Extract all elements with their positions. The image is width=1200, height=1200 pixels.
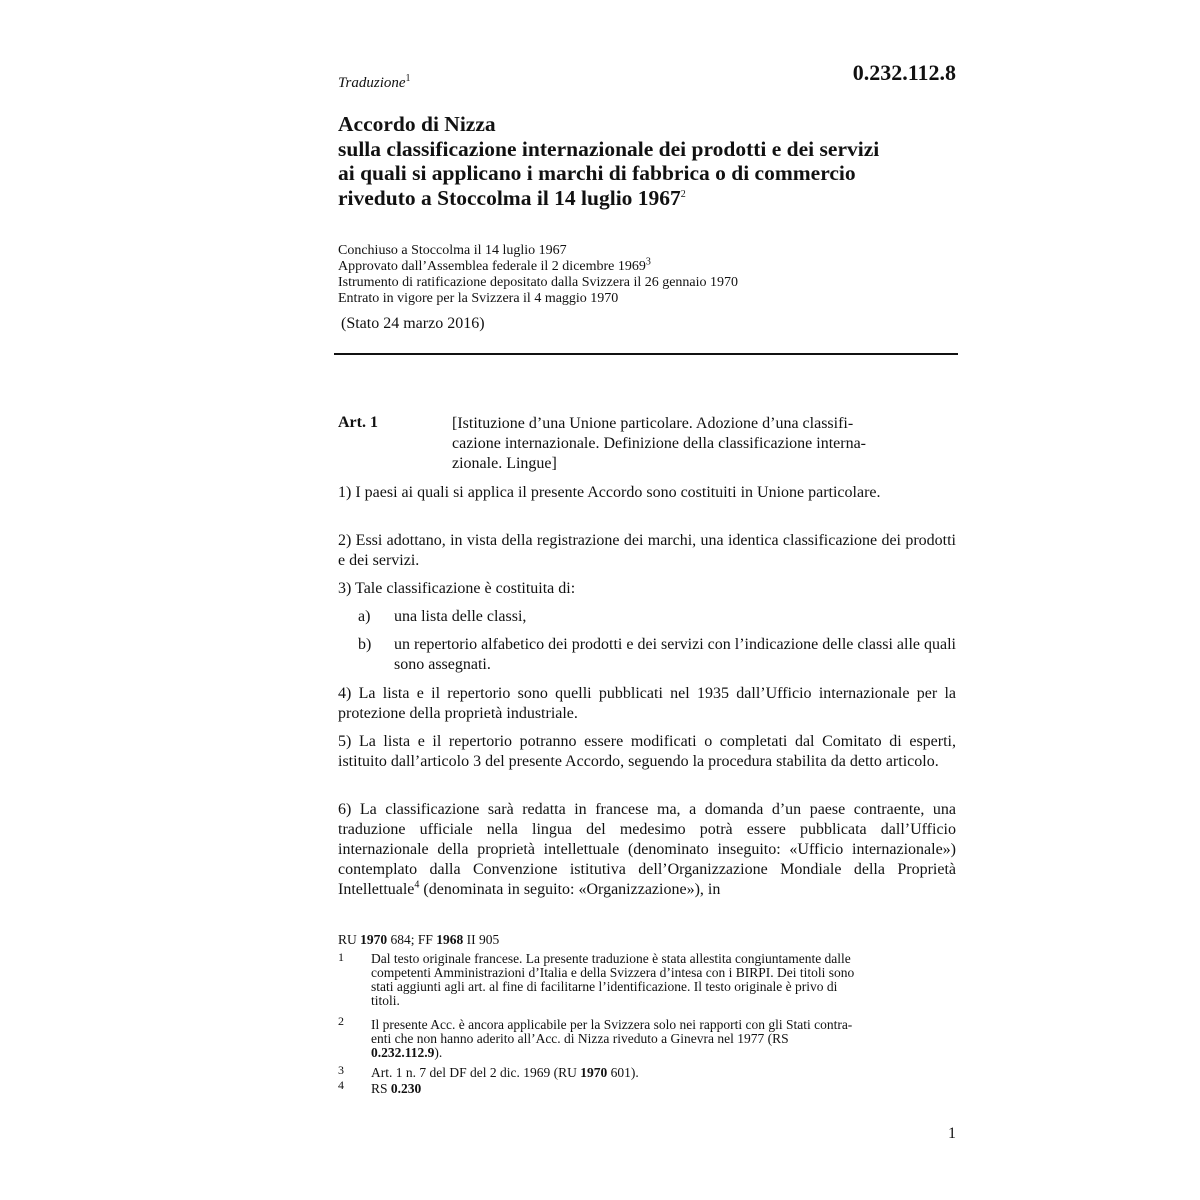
footnote-2-line: enti che non hanno aderito all’Acc. di Nizza riveduto a Ginevra nel 1977 (RS <box>371 1031 789 1046</box>
footnote-4-line <box>371 1082 953 1096</box>
footnote-1-line: Dal testo originale francese. La presente traduzione è stata allestita congiuntamente dalle <box>371 951 851 966</box>
meta-entry-into-force: Entrato in vigore per la Svizzera il 4 maggio 1970 <box>338 291 619 306</box>
paragraph-4: 4) La lista e il repertorio sono quelli pubblicati nel 1935 dall’Ufficio internazionale per la protezione della proprietà industriale. <box>338 685 956 722</box>
footnote-ref-3[interactable]: 3 <box>645 256 651 268</box>
footnote-2-line-end: ). <box>434 1045 443 1060</box>
footnote-ref-4[interactable]: 4 <box>414 879 420 891</box>
footnote-4-sr-link[interactable]: 0.230 <box>390 1081 422 1096</box>
footnote-1-line: titoli. <box>371 993 400 1008</box>
source-ff-page: II 905 <box>463 932 500 947</box>
paragraph-6-text: 6) La classificazione sarà redatta in francese ma, a domanda d’un paese contraente, una traduzione ufficiale nella lingua del medesimo potrà essere pubblicata dall’Ufficio internazionale della proprietà intellettuale (denominato inseguito: «Ufficio internazionale») contemplato dalla Convenzione istitutiva dell’Organizzazione Mondiale della Proprietà Intellettuale <box>338 801 956 898</box>
document-metadata <box>338 243 958 307</box>
list-item-a-letter: a) <box>358 608 371 625</box>
footnote-1-number: 1 <box>338 950 344 964</box>
paragraph-3: 3) Tale classificazione è costituita di: <box>338 580 576 597</box>
footnote-2-text <box>371 1018 953 1060</box>
header-divider <box>334 353 958 355</box>
meta-approved-text: Approvato dall’Assemblea federale il 2 dicembre 1969 <box>338 259 646 274</box>
footnote-ref-2[interactable]: 2 <box>680 188 686 200</box>
footnote-4-number: 4 <box>338 1078 344 1092</box>
source-ru-page: 684; FF <box>387 932 437 947</box>
footnote-2-number: 2 <box>338 1014 344 1028</box>
title-line-4-text: riveduto a Stoccolma il 14 luglio 1967 <box>338 185 681 210</box>
footnote-2-sr-link[interactable]: 0.232.112.9 <box>371 1045 435 1060</box>
footnote-4-pre: RS <box>371 1081 391 1096</box>
meta-approved <box>338 256 958 275</box>
title-line-4 <box>338 186 978 211</box>
source-ff-year: 1968 <box>436 932 464 947</box>
paragraph-1: 1) I paesi ai quali si applica il presente Accordo sono costituiti in Unione particolare. <box>338 484 881 501</box>
footnote-3-post: 601). <box>607 1065 639 1080</box>
footnote-1-text <box>371 952 953 1008</box>
article-title <box>452 414 932 474</box>
source-reference <box>338 932 499 948</box>
footnote-3-pre: Art. 1 n. 7 del DF del 2 dic. 1969 (RU <box>371 1065 581 1080</box>
paragraph-2: 2) Essi adottano, in vista della registrazione dei marchi, una identica classificazione dei prodotti e dei servizi. <box>338 532 956 569</box>
page-number: 1 <box>948 1125 956 1142</box>
paragraph-5: 5) La lista e il repertorio potranno essere modificati o completati dal Comitato di esperti, istituito dall’articolo 3 del presente Accordo, seguendo la procedura stabilita da detto articolo. <box>338 733 956 770</box>
footnote-2-line: Il presente Acc. è ancora applicabile per la Svizzera solo nei rapporti con gli Stati contra- <box>371 1017 853 1032</box>
paragraph-6-text-cont: (denominata in seguito: «Organizzazione»), in <box>419 881 721 898</box>
list-item-b-text: un repertorio alfabetico dei prodotti e dei servizi con l’indicazione delle classi alle quali sono assegnati. <box>394 636 956 673</box>
list-item-b-letter: b) <box>358 636 372 653</box>
document-title <box>338 112 978 210</box>
title-line-1: Accordo di Nizza <box>338 112 496 136</box>
status-date: (Stato 24 marzo 2016) <box>341 315 485 332</box>
footnote-4-text <box>371 1082 953 1096</box>
footnote-3-line <box>371 1066 953 1080</box>
article-title-line-3: zionale. Lingue] <box>452 455 557 472</box>
title-line-3: ai quali si applicano i marchi di fabbrica o di commercio <box>338 161 856 185</box>
meta-concluded: Conchiuso a Stoccolma il 14 luglio 1967 <box>338 243 567 258</box>
translation-text: Traduzione <box>338 75 406 91</box>
footnote-3-number: 3 <box>338 1063 344 1077</box>
title-line-2: sulla classificazione internazionale dei prodotti e dei servizi <box>338 136 880 161</box>
footnote-2-line <box>371 1046 953 1060</box>
footnote-ref-1[interactable]: 1 <box>405 73 411 84</box>
footnote-3-year: 1970 <box>580 1065 608 1080</box>
source-ru-label: RU <box>338 932 361 947</box>
sr-number: 0.232.112.8 <box>852 60 956 85</box>
source-ru-year: 1970 <box>360 932 388 947</box>
footnote-1-line: competenti Amministrazioni d’Italia e della Svizzera d’intesa con i BIRPI. Dei titoli sono <box>371 965 855 980</box>
translation-label <box>338 75 411 92</box>
meta-ratification: Istrumento di ratificazione depositato dalla Svizzera il 26 gennaio 1970 <box>338 275 739 290</box>
footnote-3-text <box>371 1066 953 1080</box>
footnote-1-line: stati aggiunti agli art. al fine di facilitarne l’identificazione. Il testo originale è privo di <box>371 979 838 994</box>
article-title-line-1: [Istituzione d’una Unione particolare. Adozione d’una classifi- <box>452 415 854 432</box>
article-label: Art. 1 <box>338 414 378 431</box>
article-title-line-2: cazione internazionale. Definizione della classificazione interna- <box>452 435 867 452</box>
list-item-a-text: una lista delle classi, <box>394 608 527 625</box>
paragraph-6 <box>338 800 956 900</box>
